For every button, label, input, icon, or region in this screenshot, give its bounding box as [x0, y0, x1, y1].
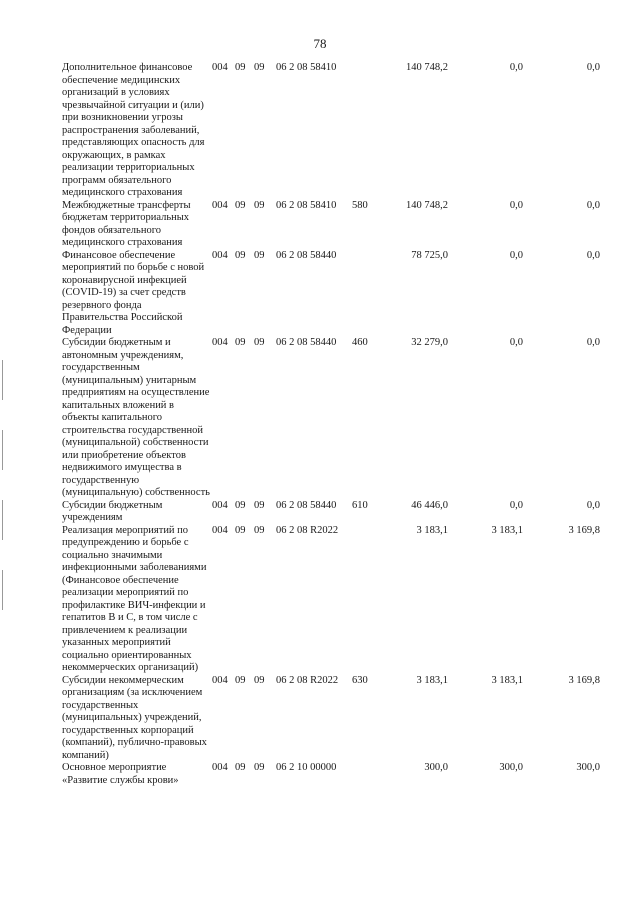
- ministry-code: 004: [212, 499, 228, 511]
- amount-year-1: 3 183,1: [416, 674, 448, 686]
- target-article-code: 06 2 08 58440: [276, 499, 337, 511]
- amount-year-3: 3 169,8: [568, 524, 600, 536]
- amount-year-1: 78 725,0: [411, 249, 448, 261]
- section-code: 09: [235, 674, 246, 686]
- ministry-code: 004: [212, 249, 228, 261]
- amount-year-3: 3 169,8: [568, 674, 600, 686]
- page-number: 78: [313, 36, 327, 51]
- table-row: [62, 337, 600, 500]
- row-name: Основное мероприятие «Развитие службы крови»: [62, 762, 179, 786]
- row-name: Реализация мероприятий по предупреждению и борьбе с социально значимыми инфекционными заболеваниями (Финансовое обеспечение реализации мероприятий по профилактике ВИЧ-инфекции и гепатитов В и С, в том числе с привлечением к реализации указанных мероприятий социально ориентированных некоммерческих организаций): [62, 524, 207, 673]
- section-code: 09: [235, 762, 246, 773]
- amount-year-2: 300,0: [499, 762, 523, 773]
- subsection-code: 09: [254, 199, 265, 211]
- section-code: 09: [235, 337, 246, 348]
- table-row: [62, 674, 600, 763]
- ministry-code: 004: [212, 762, 228, 773]
- row-name: Межбюджетные трансферты бюджетам территориальных фондов обязательного медицинского страхования: [62, 199, 191, 248]
- table-row: [62, 524, 600, 675]
- amount-year-2: 0,0: [509, 249, 523, 261]
- subsection-code: 09: [254, 524, 265, 536]
- section-code: 09: [235, 524, 246, 536]
- amount-year-2: 0,0: [509, 62, 523, 73]
- table-row: [62, 499, 600, 525]
- budget-table: [62, 62, 600, 787]
- subsection-code: 09: [254, 62, 265, 73]
- scan-margin-marks: [2, 360, 5, 740]
- expense-type-code: 610: [352, 499, 368, 511]
- amount-year-1: 140 748,2: [406, 62, 448, 73]
- table-row: [62, 249, 600, 338]
- amount-year-3: 0,0: [586, 499, 600, 511]
- section-code: 09: [235, 62, 246, 73]
- subsection-code: 09: [254, 674, 265, 686]
- amount-year-2: 3 183,1: [491, 524, 523, 536]
- amount-year-2: 0,0: [509, 337, 523, 348]
- table-row: [62, 62, 600, 200]
- amount-year-1: 46 446,0: [411, 499, 448, 511]
- amount-year-2: 3 183,1: [491, 674, 523, 686]
- target-article-code: 06 2 08 58440: [276, 337, 337, 348]
- ministry-code: 004: [212, 674, 228, 686]
- amount-year-1: 300,0: [424, 762, 448, 773]
- target-article-code: 06 2 10 00000: [276, 762, 337, 773]
- target-article-code: 06 2 08 R2022: [276, 524, 339, 536]
- ministry-code: 004: [212, 62, 228, 73]
- target-article-code: 06 2 08 58410: [276, 62, 337, 73]
- row-name: Субсидии бюджетным и автономным учреждениям, государственным (муниципальным) унитарным предприятиям на осуществление капитальных вложений в объекты капитального строительства государственной (муниципальной) собственности или приобретение объектов недвижимого имущества в государственную (муниципальную) собственность: [62, 337, 210, 498]
- row-name: Финансовое обеспечение мероприятий по борьбе с новой коронавирусной инфекцией (COVID-19) за счет средств резервного фонда Правительства Российской Федерации: [62, 249, 205, 336]
- expense-type-code: 460: [352, 337, 368, 348]
- subsection-code: 09: [254, 762, 265, 773]
- section-code: 09: [235, 199, 246, 211]
- amount-year-1: 32 279,0: [411, 337, 448, 348]
- target-article-code: 06 2 08 58440: [276, 249, 337, 261]
- row-name: Субсидии бюджетным учреждениям: [62, 499, 163, 523]
- row-name: Субсидии некоммерческим организациям (за исключением государственных (муниципальных) учреждений, государственных корпораций (компаний), публично-правовых компаний): [62, 674, 207, 761]
- amount-year-2: 0,0: [509, 499, 523, 511]
- target-article-code: 06 2 08 58410: [276, 199, 337, 211]
- ministry-code: 004: [212, 524, 228, 536]
- amount-year-3: 0,0: [586, 337, 600, 348]
- amount-year-3: 0,0: [586, 62, 600, 73]
- subsection-code: 09: [254, 499, 265, 511]
- expense-type-code: 580: [352, 199, 368, 211]
- subsection-code: 09: [254, 249, 265, 261]
- amount-year-3: 300,0: [576, 762, 600, 773]
- amount-year-3: 0,0: [586, 199, 600, 211]
- section-code: 09: [235, 499, 246, 511]
- table-row: [62, 199, 600, 250]
- ministry-code: 004: [212, 199, 228, 211]
- target-article-code: 06 2 08 R2022: [276, 674, 339, 686]
- section-code: 09: [235, 249, 246, 261]
- amount-year-2: 0,0: [509, 199, 523, 211]
- table-row: [62, 762, 600, 787]
- ministry-code: 004: [212, 337, 228, 348]
- subsection-code: 09: [254, 337, 265, 348]
- amount-year-3: 0,0: [586, 249, 600, 261]
- amount-year-1: 3 183,1: [416, 524, 448, 536]
- expense-type-code: 630: [352, 674, 368, 686]
- amount-year-1: 140 748,2: [406, 199, 448, 211]
- row-name: Дополнительное финансовое обеспечение медицинских организаций в условиях чрезвычайной ситуации и (или) при возникновении угрозы распространения заболеваний, представляющих опасность для окружающих, в рамках реализации территориальных программ обязательного медицинского страхования: [62, 62, 205, 198]
